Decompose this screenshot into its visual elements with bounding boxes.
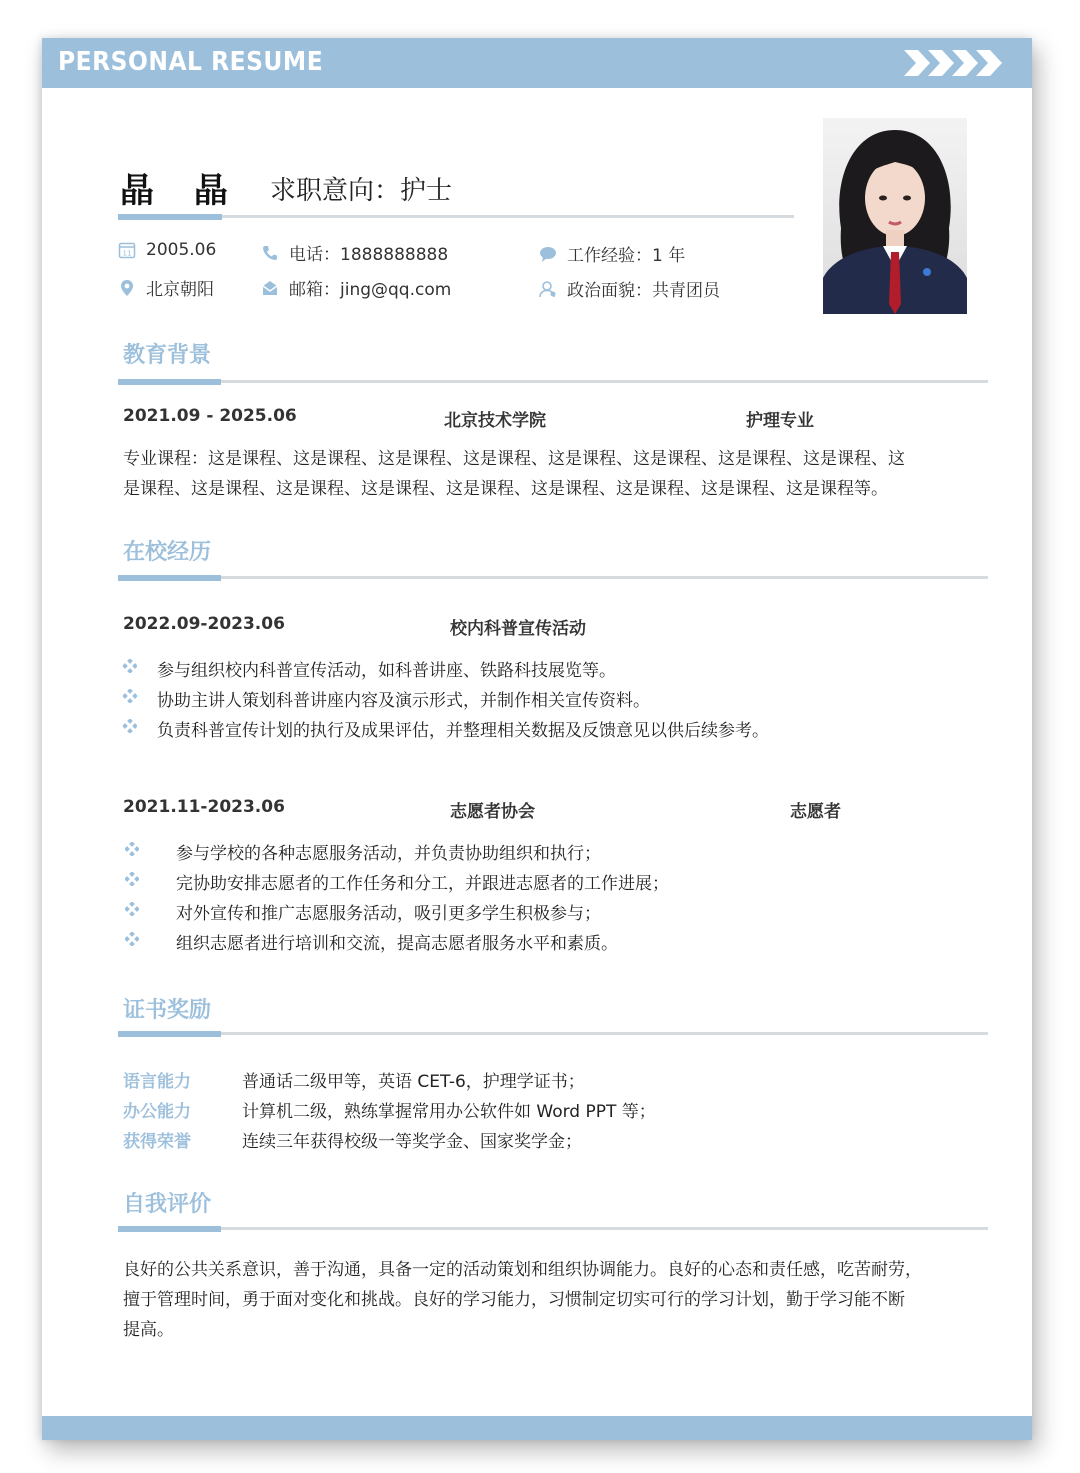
list-item-text: 协助主讲人策划科普讲座内容及演示形式，并制作相关宣传资料。 [157, 691, 650, 711]
campus-item-2-org: 志愿者协会 [450, 802, 535, 822]
job-intent: 求职意向：护士 [270, 176, 453, 206]
header-banner [42, 38, 1032, 88]
campus-item-1-org: 校内科普宣传活动 [450, 619, 586, 639]
location-text: 北京朝阳 [146, 280, 214, 300]
cert-text-language: 普通话二级甲等，英语 CET-6，护理学证书； [242, 1072, 585, 1092]
campus-divider-accent [118, 575, 221, 581]
chat-bubble-icon [539, 245, 557, 263]
education-divider [118, 380, 988, 383]
diamond-bullet-icon [123, 719, 137, 733]
list-item [123, 899, 601, 924]
self-eval-divider-accent [118, 1226, 221, 1232]
list-item-text: 组织志愿者进行培训和交流，提高志愿者服务水平和素质。 [176, 934, 618, 954]
list-item-text: 对外宣传和推广志愿服务活动，吸引更多学生积极参与； [176, 904, 601, 924]
self-eval-line-3: 提高。 [123, 1320, 174, 1340]
location-info [118, 275, 214, 300]
cert-text-office: 计算机二级，熟练掌握常用办公软件如 Word PPT 等； [242, 1102, 656, 1122]
diamond-bullet-icon [125, 842, 139, 856]
self-eval-line-2: 擅于管理时间，勇于面对变化和挑战。良好的学习能力，习惯制定切实可行的学习计划，勤于学习能不断 [123, 1290, 905, 1310]
education-period: 2021.09 - 2025.06 [123, 406, 297, 426]
education-courses-line-1: 专业课程：这是课程、这是课程、这是课程、这是课程、这是课程、这是课程、这是课程、这是课程、这 [123, 449, 905, 469]
location-pin-icon [118, 279, 136, 297]
list-item [123, 656, 616, 681]
list-item-text: 负责科普宣传计划的执行及成果评估，并整理相关数据及反馈意见以供后续参考。 [157, 721, 769, 741]
education-courses-line-2: 是课程、这是课程、这是课程、这是课程、这是课程、这是课程、这是课程、这是课程、这是课程等。 [123, 479, 888, 499]
education-major: 护理专业 [746, 411, 814, 431]
phone-icon [261, 244, 279, 262]
certs-heading: 证书奖励 [123, 998, 212, 1023]
phone-info [261, 240, 448, 265]
candidate-name: 晶 晶 [120, 171, 242, 211]
footer-bar [42, 1416, 1032, 1440]
campus-item-2-period: 2021.11-2023.06 [123, 797, 285, 817]
list-item-text: 完协助安排志愿者的工作任务和分工，并跟进志愿者的工作进展； [176, 874, 669, 894]
diamond-bullet-icon [123, 659, 137, 673]
phone-text: 电话：1888888888 [289, 245, 449, 265]
education-school: 北京技术学院 [444, 411, 546, 431]
education-divider-accent [118, 379, 221, 385]
portrait-photo [823, 118, 967, 314]
email-text: 邮箱：jing@qq.com [289, 280, 452, 300]
svg-text:11: 11 [122, 249, 132, 258]
user-icon [539, 280, 557, 298]
mail-icon [261, 279, 279, 297]
cert-label-honors: 获得荣誉 [123, 1132, 191, 1152]
self-eval-heading: 自我评价 [123, 1192, 212, 1217]
certs-divider-accent [118, 1031, 221, 1037]
resume-title: PERSONAL RESUME [58, 47, 324, 77]
calendar-icon [118, 241, 136, 259]
diamond-bullet-icon [123, 689, 137, 703]
certs-divider [118, 1032, 988, 1035]
campus-divider [118, 576, 988, 579]
campus-heading: 在校经历 [123, 540, 212, 565]
campus-item-2-role: 志愿者 [790, 802, 841, 822]
name-divider-accent [118, 214, 222, 220]
birth-info [118, 240, 216, 260]
diamond-bullet-icon [125, 902, 139, 916]
political-info [539, 276, 720, 301]
political-text: 政治面貌：共青团员 [567, 281, 720, 301]
email-info [261, 275, 451, 300]
diamond-bullet-icon [125, 932, 139, 946]
self-eval-divider [118, 1227, 988, 1230]
cert-label-language: 语言能力 [123, 1072, 191, 1092]
education-heading: 教育背景 [123, 343, 212, 368]
diamond-bullet-icon [125, 872, 139, 886]
experience-info [539, 241, 685, 266]
cert-text-honors: 连续三年获得校级一等奖学金、国家奖学金； [242, 1132, 582, 1152]
list-item [123, 929, 618, 954]
chevrons-right-icon [904, 48, 1008, 82]
list-item [123, 839, 601, 864]
resume-page [42, 38, 1032, 1440]
birth-text: 2005.06 [146, 240, 217, 260]
list-item-text: 参与学校的各种志愿服务活动，并负责协助组织和执行； [176, 844, 601, 864]
list-item [123, 686, 650, 711]
list-item [123, 869, 669, 894]
cert-label-office: 办公能力 [123, 1102, 191, 1122]
experience-text: 工作经验：1 年 [567, 246, 686, 266]
self-eval-line-1: 良好的公共关系意识，善于沟通，具备一定的活动策划和组织协调能力。良好的心态和责任感，吃苦耐劳， [123, 1260, 922, 1280]
list-item [123, 716, 769, 741]
campus-item-1-period: 2022.09-2023.06 [123, 614, 285, 634]
list-item-text: 参与组织校内科普宣传活动，如科普讲座、铁路科技展览等。 [157, 661, 616, 681]
